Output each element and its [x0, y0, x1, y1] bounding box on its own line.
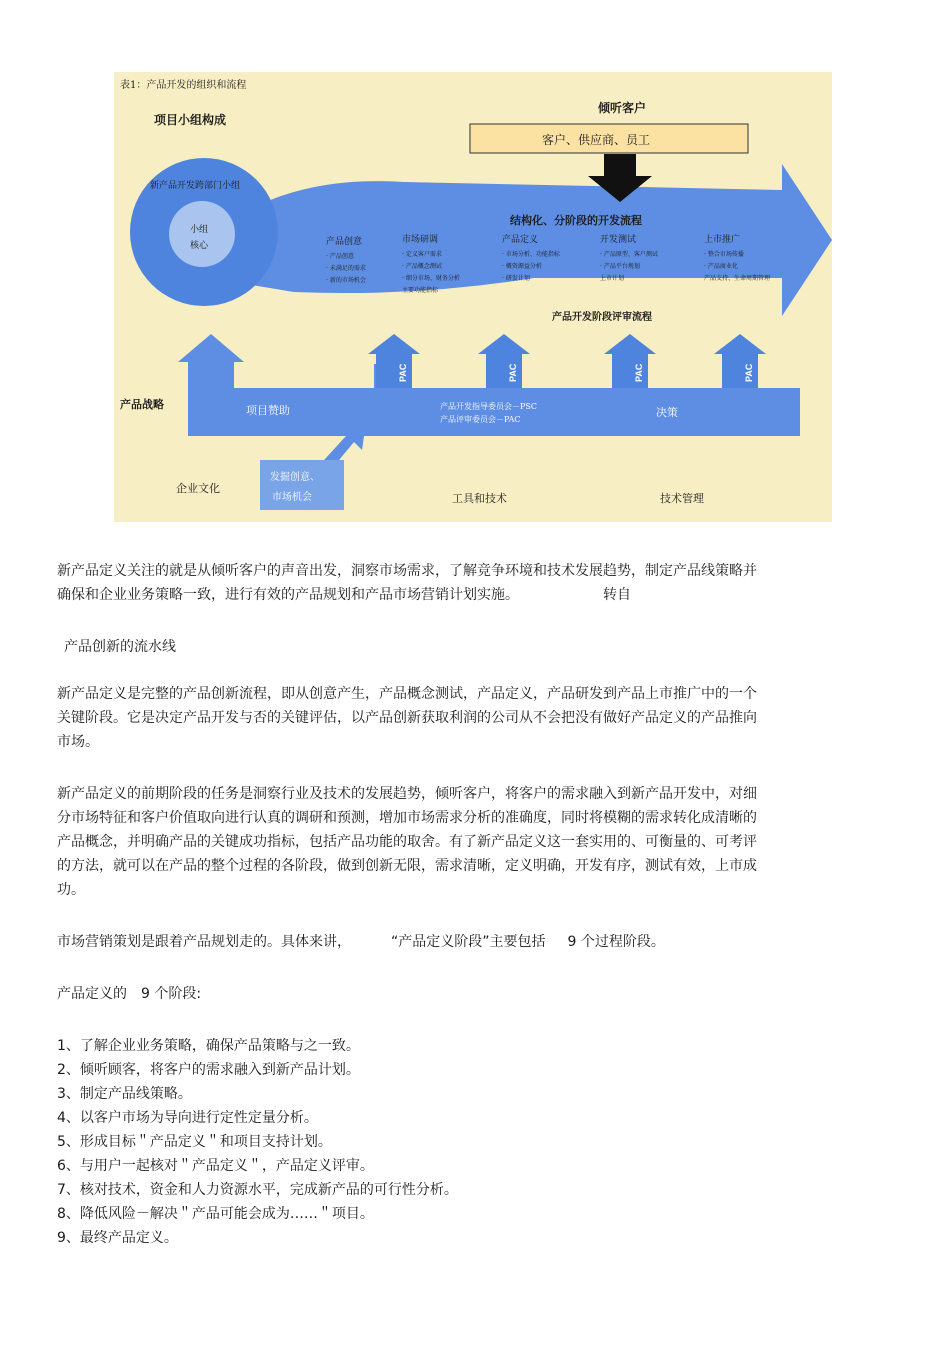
diagram-caption: 表1：产品开发的组织和流程 — [120, 80, 247, 91]
stage-title: 市场研调 — [402, 235, 439, 245]
committee-label-1: 产品开发指导委员会－PSC — [440, 402, 537, 411]
stage-item: · 定义客户需求 — [402, 251, 442, 258]
steps-list — [57, 1034, 807, 1250]
tech-mgmt-label: 技术管理 — [660, 492, 704, 505]
process-diagram — [114, 72, 832, 522]
paragraph-1 — [57, 559, 807, 607]
list-item: 5、形成目标＂产品定义＂和项目支持计划。 — [57, 1134, 332, 1150]
stage-title: 开发测试 — [600, 235, 637, 245]
source-note: 转自 — [603, 587, 631, 603]
paragraph-line: 的方法，就可以在产品的整个过程的各阶段，做到创新无限，需求清晰，定义明确，开发有序，测试有效，上市成 — [57, 858, 757, 874]
paragraph-line: 新产品定义是完整的产品创新流程，即从创意产生，产品概念测试，产品定义，产品研发到产品上市推广中的一个 — [57, 686, 757, 702]
paragraph-line: 新产品定义的前期阶段的任务是洞察行业及技术的发展趋势，倾听客户，将客户的需求融入到新产品开发中，对细 — [57, 786, 757, 802]
stage-item: 主要功能指标 — [402, 287, 439, 294]
stage-title: 上市推广 — [704, 235, 741, 245]
list-item: 8、降低风险－解决＂产品可能会成为……＂项目。 — [57, 1206, 374, 1222]
pac-label: PAC — [744, 363, 754, 382]
opportunity-label-1: 发掘创意、 — [270, 472, 320, 483]
list-item: 3、制定产品线策略。 — [57, 1086, 192, 1102]
listen-title: 倾听客户 — [598, 101, 647, 115]
paragraph-line: 新产品定义关注的就是从倾听客户的声音出发，洞察市场需求，了解竞争环境和技术发展趋势，制定产品线策略并 — [57, 563, 757, 579]
paragraph-line: 功。 — [57, 882, 85, 898]
pac-label: PAC — [634, 363, 644, 382]
dept-label: 新产品开发跨部门小组 — [150, 181, 241, 191]
opportunity-label-2: 市场机会 — [272, 492, 312, 503]
list-item: 2、倾听顾客，将客户的需求融入到新产品计划。 — [57, 1062, 360, 1078]
process-title: 结构化、分阶段的开发流程 — [510, 214, 642, 227]
stage-title: 产品定义 — [502, 235, 539, 245]
strategy-label: 产品战略 — [120, 398, 164, 411]
paragraph-2 — [57, 682, 807, 754]
culture-label: 企业文化 — [176, 482, 220, 495]
paragraph-line: 确保和企业业务策略一致，进行有效的产品规划和产品市场营销计划实施。 — [57, 587, 519, 603]
decision-label: 决策 — [656, 406, 678, 419]
paragraph-3 — [57, 782, 807, 902]
paragraph-4: 市场营销策划是跟着产品规划走的。具体来讲， “产品定义阶段”主要包括 9 个过程阶段。 — [57, 934, 665, 950]
team-title: 项目小组构成 — [154, 113, 227, 127]
paragraph-line: 产品概念，并明确产品的关键成功指标，包括产品功能的取舍。有了新产品定义这一套实用的、可衡量的、可考评 — [57, 834, 757, 850]
stage-item: 上市计划 — [600, 275, 625, 282]
stage-item: · 整合市场传播 — [704, 251, 744, 258]
sponsor-label: 项目赞助 — [246, 404, 290, 417]
stage-item: · 产品平台规划 — [600, 263, 640, 270]
stage-item: 产品支持、生命周期管理 — [704, 275, 771, 282]
tools-label: 工具和技术 — [452, 492, 507, 505]
paragraph-5: 产品定义的 9 个阶段: — [57, 986, 202, 1002]
stage-item: · 产品商业化 — [704, 263, 738, 270]
stage-title: 产品创意 — [326, 237, 363, 247]
list-item: 1、了解企业业务策略，确保产品策略与之一致。 — [57, 1038, 360, 1054]
section-heading: 产品创新的流水线 — [64, 639, 176, 655]
list-item: 6、与用户一起核对＂产品定义＂，产品定义评审。 — [57, 1158, 374, 1174]
stage-item: · 新的市场机会 — [326, 277, 366, 284]
stage-item: · 产品概念测试 — [402, 263, 442, 270]
stage-item: · 概资源益分析 — [502, 263, 542, 270]
list-item: 7、核对技术，资金和人力资源水平，完成新产品的可行性分析。 — [57, 1182, 458, 1198]
stage-item: · 研发计划 — [502, 275, 530, 282]
list-item: 4、以客户市场为导向进行定性定量分析。 — [57, 1110, 318, 1126]
stage-item: · 产品创意 — [326, 253, 354, 260]
stage-item: · 细分市场、财务分析 — [402, 275, 460, 282]
pac-label: PAC — [398, 363, 408, 382]
paragraph-line: 市场。 — [57, 734, 99, 750]
review-title: 产品开发阶段评审流程 — [552, 312, 652, 323]
stage-item: · 市场分析、功能指标 — [502, 251, 560, 258]
pac-label: PAC — [508, 363, 518, 382]
stage-item: · 产品原型、客户测试 — [600, 251, 658, 258]
list-item: 9、最终产品定义。 — [57, 1230, 178, 1246]
core-label-1: 小组 — [190, 225, 209, 235]
stage-item: · 未满足的需求 — [326, 265, 366, 272]
core-label-2: 核心 — [190, 241, 209, 251]
sources-label: 客户、供应商、员工 — [542, 133, 651, 147]
paragraph-line: 关键阶段。它是决定产品开发与否的关键评估，以产品创新获取利润的公司从不会把没有做好产品定义的产品推向 — [57, 710, 757, 726]
paragraph-line: 分市场特征和客户价值取向进行认真的调研和预测，增加市场需求分析的准确度，同时将模糊的需求转化成清晰的 — [57, 810, 757, 826]
committee-label-2: 产品评审委员会－PAC — [440, 415, 521, 424]
